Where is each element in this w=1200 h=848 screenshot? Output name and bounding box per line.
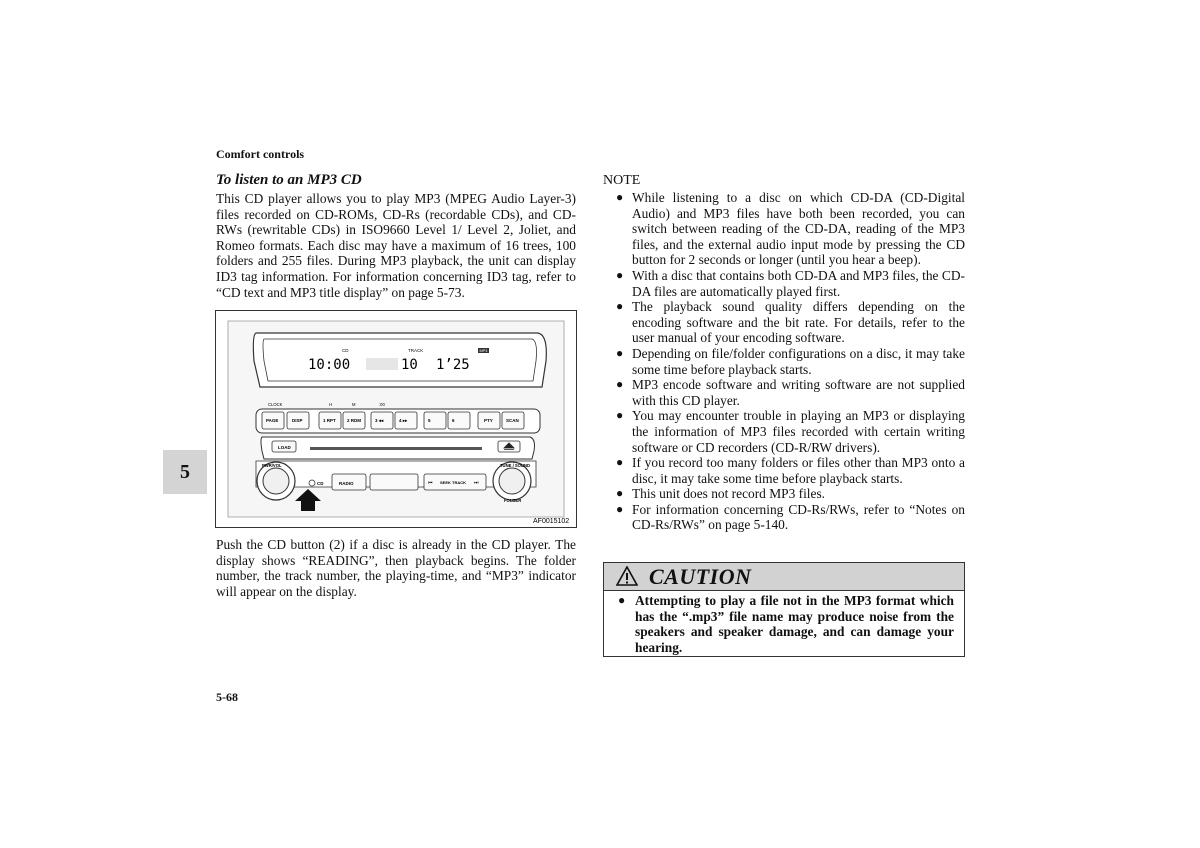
zero-label: :00: [379, 402, 385, 407]
svg-text:⏭: ⏭: [474, 480, 479, 486]
display-mp3-label: MP3: [479, 349, 488, 353]
preset-1-label: 1 RPT: [323, 418, 336, 423]
chapter-tab: 5: [163, 450, 207, 494]
svg-text:⏮: ⏮: [428, 480, 433, 486]
caution-text: Attempting to play a file not in the MP3 format which has the “.mp3” file name may produce noise from the speakers and speaker damage, and can damage your hearing.: [635, 593, 954, 655]
bullet-icon: ●: [616, 190, 624, 204]
note-item: ● If you record too many folders or files other than MP3 onto a disc, it may take some time before playback starts.: [616, 455, 965, 486]
bullet-icon: ●: [616, 455, 624, 470]
caution-box: [603, 562, 965, 657]
display-segment-block: [366, 358, 398, 370]
preset-6-label: 6: [452, 418, 455, 423]
note-item: ● Depending on file/folder configurations on a disc, it may take some time before playback starts.: [616, 345, 965, 377]
bullet-icon: ●: [616, 408, 624, 423]
display-track-number: 10: [401, 357, 418, 373]
caution-text-block: [604, 591, 964, 655]
disp-button-label: DISP: [292, 418, 303, 423]
note-item: ● MP3 encode software and writing software are not supplied with this CD player.: [616, 377, 965, 408]
figure-id: AF0015102: [533, 518, 570, 525]
note-item: ● You may encounter trouble in playing an MP3 or displaying the information of MP3 files recorded with certain writing software or CD recorders (CD-R/RW drivers).: [616, 408, 965, 455]
cd-indicator: [309, 480, 315, 486]
page-button-label: PAGE: [266, 418, 279, 423]
bullet-icon: ●: [616, 501, 624, 516]
running-header: Comfort controls: [216, 147, 305, 161]
note-item: ● With a disc that contains both CD-DA and MP3 files, the CD-DA files are automatically played first.: [616, 267, 965, 299]
seek-track-label: SEEK TRACK: [440, 480, 467, 485]
note-item: ● The playback sound quality differs depending on the encoding software and the bit rate. For details, refer to the user manual of your encoding software.: [616, 299, 965, 346]
load-button-label: LOAD: [278, 445, 291, 450]
note-item: ● While listening to a disc on which CD-DA (CD-Digital Audio) and MP3 files have both been recorded, you can switch between reading of the CD-DA, reading of the MP3 files, and the external audio input mode by pressing the CD button for 2 seconds or longer (until you hear a beep).: [616, 190, 965, 268]
minute-label: M: [352, 402, 356, 407]
cd-player-figure: [215, 310, 577, 528]
section-title: To listen to an MP3 CD: [216, 172, 362, 188]
warning-triangle-icon: [616, 566, 638, 586]
display-play-time: 1’25: [436, 357, 470, 373]
after-figure-paragraph: Push the CD button (2) if a disc is already in the CD player. The display shows “READING”, then playback begins. The folder number, the track number, the playing-time, and “MP3” indicator will appear on the display.: [216, 537, 576, 599]
bullet-icon: ●: [616, 486, 624, 501]
page-number: 5-68: [216, 690, 238, 704]
note-item: ● This unit does not record MP3 files.: [616, 486, 826, 502]
note-item: ● For information concerning CD-Rs/RWs, refer to “Notes on CD-Rs/RWs” on page 5-140.: [616, 501, 965, 533]
bullet-icon: ●: [616, 267, 624, 282]
tune-sound-label: TUNE / SOUND: [500, 463, 531, 468]
bullet-icon: ●: [616, 299, 624, 314]
cd-player-illustration: [216, 311, 576, 527]
scan-button-label: SCAN: [506, 418, 519, 423]
bullet-icon: ●: [616, 377, 624, 392]
bullet-icon: ●: [618, 593, 626, 607]
folder-label: FOLDER: [504, 498, 522, 503]
note-heading: NOTE: [603, 173, 641, 188]
pty-button-label: PTY: [484, 418, 493, 423]
caution-title: CAUTION: [649, 564, 752, 589]
pwr-vol-label: PWR/VOL: [262, 463, 282, 468]
preset-3-label: 3 ◂◂: [375, 418, 384, 423]
disc-slot: [310, 447, 482, 450]
clock-label: CLOCK: [268, 402, 283, 407]
caution-header: [604, 563, 964, 591]
hour-label: H: [329, 402, 333, 407]
display-track-label: TRACK: [408, 348, 424, 353]
intro-paragraph: This CD player allows you to play MP3 (MPEG Audio Layer-3) files recorded on CD-ROMs, CD-Rs (recordable CDs), and CD-RWs (rewritable CDs) in ISO9660 Level 1/ Level 2, Joliet, and Romeo formats. Each disc may have a maximum of 16 trees, 100 folders and 255 files. During MP3 playback, the unit can display ID3 tag information. For information concerning ID3 tag, refer to “CD text and MP3 title display” on page 5-73.: [216, 191, 576, 300]
preset-2-label: 2 RDM: [347, 418, 362, 423]
display-clock: 10:00: [308, 357, 351, 373]
radio-button-label: RADIO: [339, 481, 354, 486]
display-cd-label: CD: [342, 348, 349, 353]
preset-4-label: 4 ▸▸: [399, 418, 408, 423]
blank-button[interactable]: [370, 474, 418, 490]
preset-5-label: 5: [428, 418, 431, 423]
bullet-icon: ●: [616, 345, 624, 360]
note-list: [603, 190, 965, 533]
cd-button-label: CD: [317, 481, 324, 486]
